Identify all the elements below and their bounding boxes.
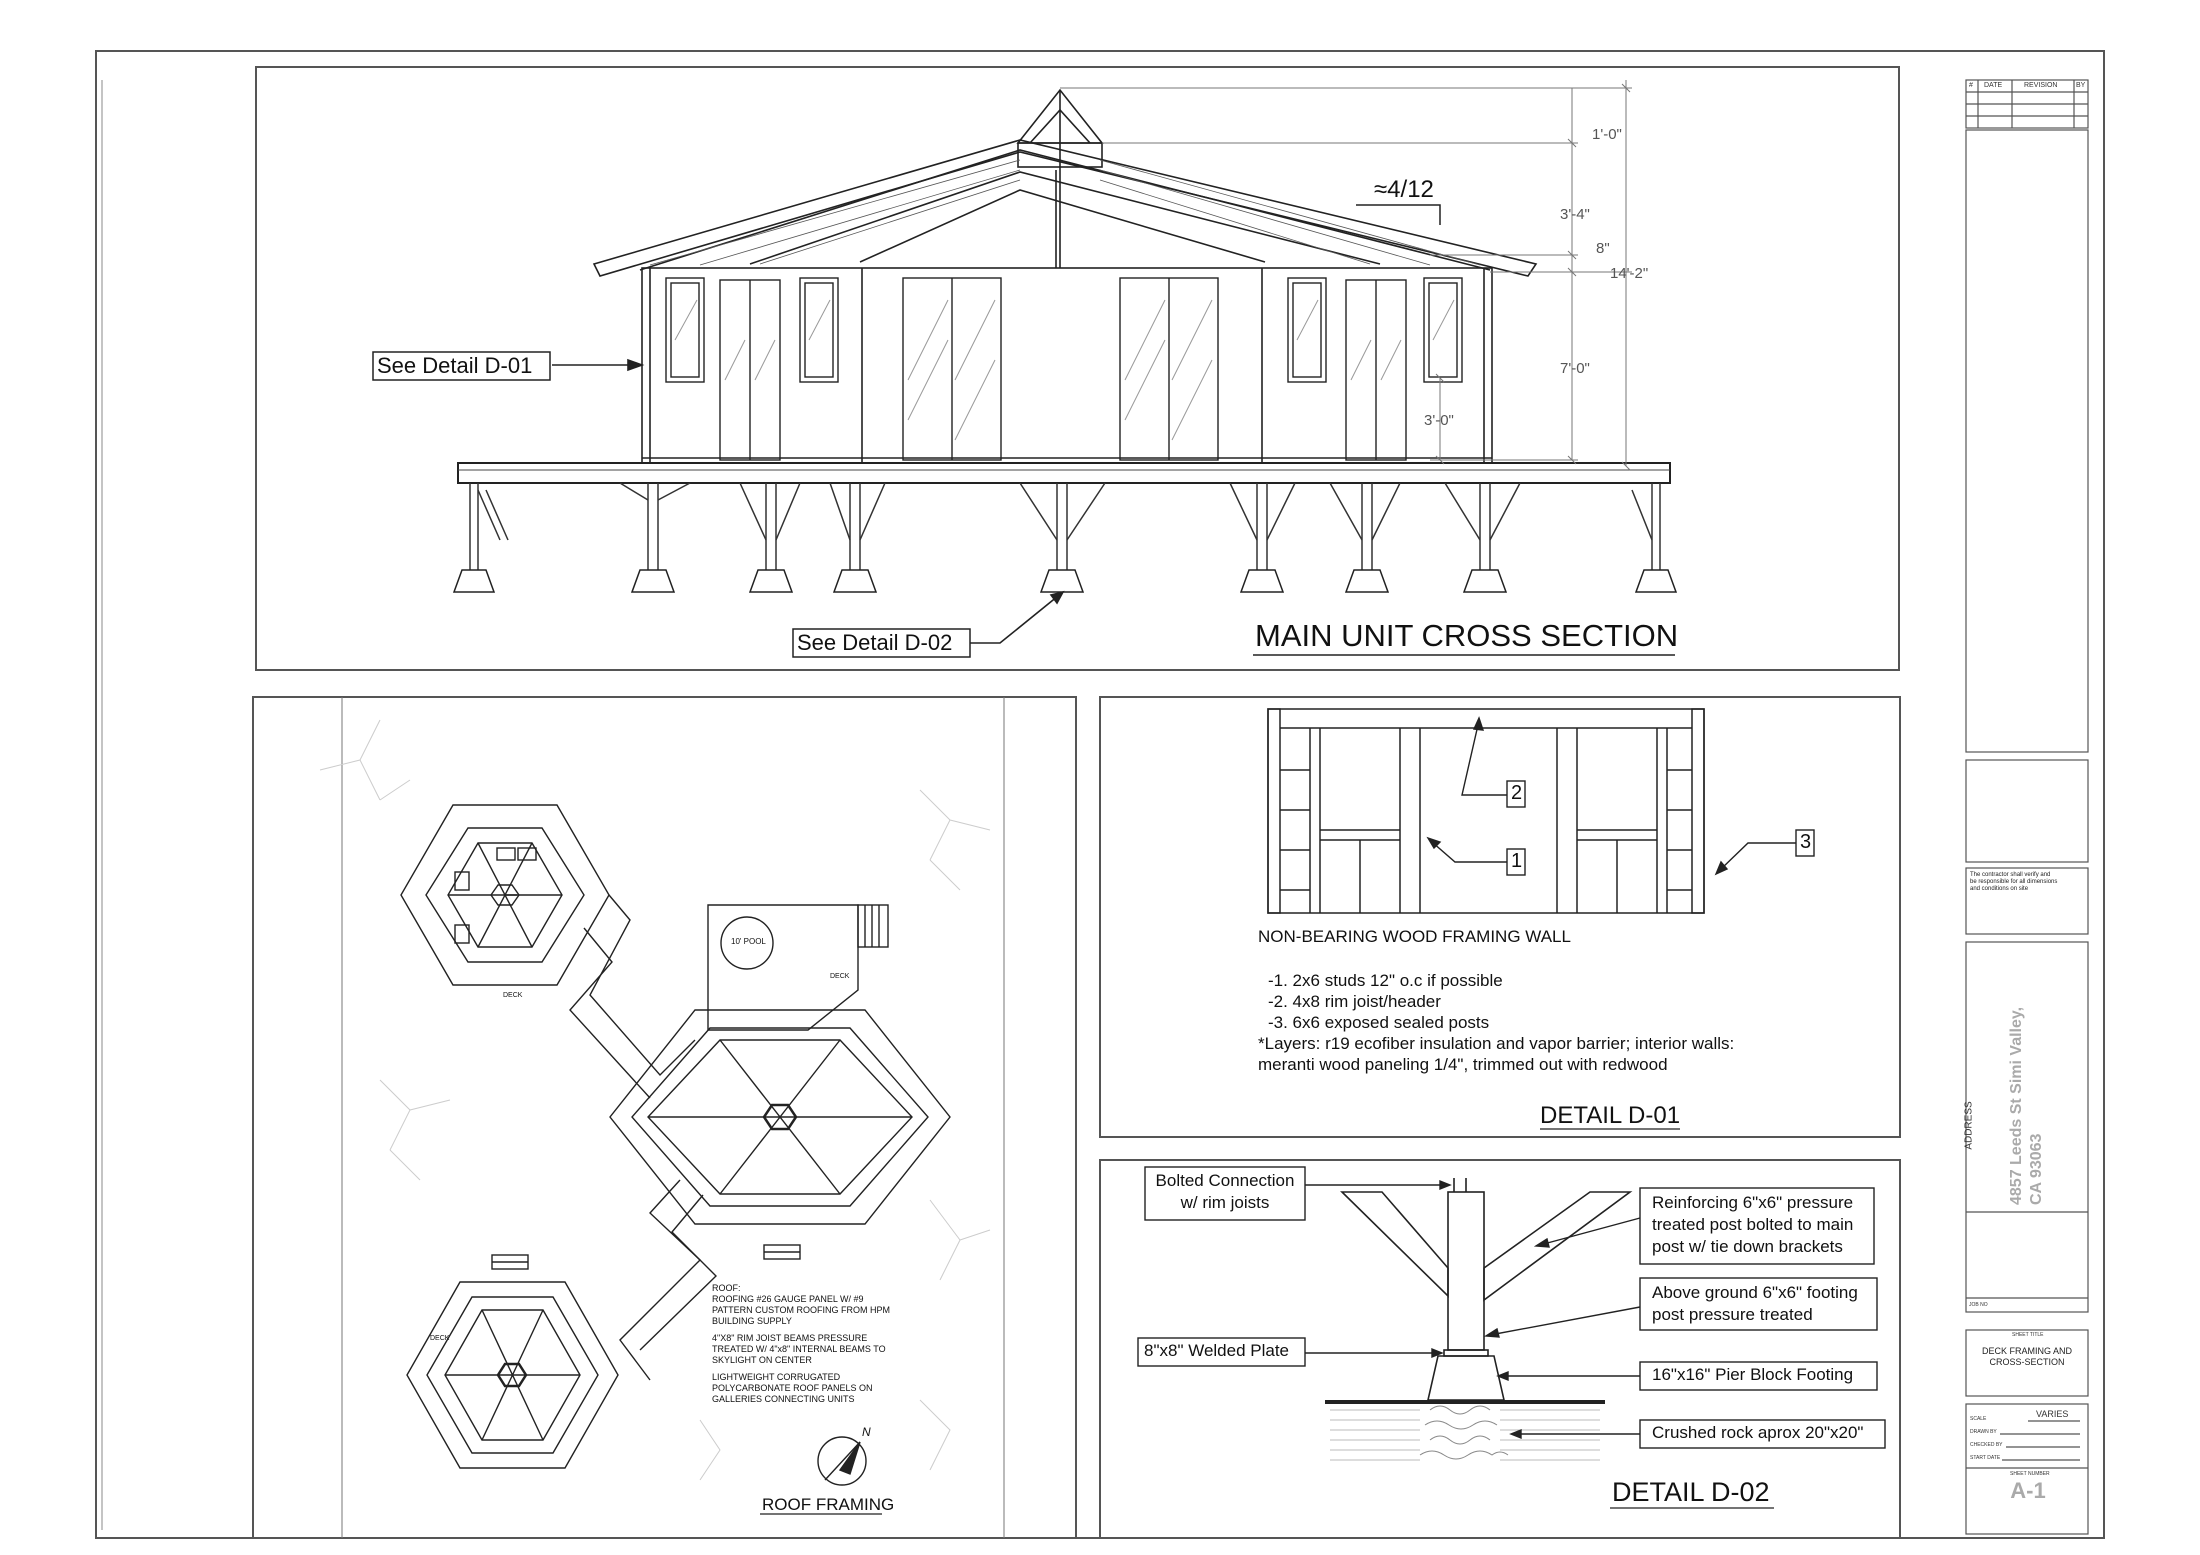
- north-arrow: [818, 1437, 866, 1485]
- roof-note-line: LIGHTWEIGHT CORRUGATED: [712, 1372, 841, 1382]
- bolted-line-2: w/ rim joists: [1180, 1193, 1270, 1212]
- roof-framing-title: ROOF FRAMING: [762, 1495, 895, 1514]
- roof-note-line: POLYCARBONATE ROOF PANELS ON: [712, 1383, 873, 1393]
- contractor-note-line: be responsible for all dimensions: [1970, 879, 2058, 885]
- d01-layers-line: *Layers: r19 ecofiber insulation and vapor barrier; interior walls:: [1258, 1034, 1735, 1053]
- deck-label-3: DECK: [430, 1335, 450, 1342]
- above-ground-label: [1652, 1282, 1858, 1326]
- roof-note-line: PATTERN CUSTOM ROOFING FROM HPM: [712, 1305, 890, 1315]
- cross-section-title: MAIN UNIT CROSS SECTION: [1255, 618, 1679, 653]
- d01-note-line: -3. 6x6 exposed sealed posts: [1268, 1013, 1490, 1032]
- rev-header-num: #: [1969, 82, 1973, 89]
- rev-header-date: DATE: [1984, 82, 2003, 89]
- d01-notes: [1258, 970, 1734, 1075]
- dim-14ft2: 14'-2": [1610, 265, 1649, 282]
- roof-note-line: ROOFING #26 GAUGE PANEL W/ #9: [712, 1294, 864, 1304]
- deck-label-1: DECK: [503, 992, 523, 999]
- rev-header-revision: REVISION: [2024, 82, 2058, 89]
- sheet-title-label: SHEET TITLE: [2012, 1332, 2044, 1338]
- tag-3: 3: [1800, 831, 1812, 853]
- dim-8in: 8": [1596, 240, 1610, 257]
- pier-block-label: 16"x16" Pier Block Footing: [1652, 1365, 1854, 1384]
- job-no-label: JOB NO: [1969, 1302, 1988, 1308]
- deck-label-2: DECK: [830, 973, 850, 980]
- d01-heading: NON-BEARING WOOD FRAMING WALL: [1258, 927, 1571, 946]
- sheet-title-value: [1966, 1346, 2088, 1368]
- d01-note-line: -2. 4x8 rim joist/header: [1268, 992, 1441, 1011]
- sheet-number-label: SHEET NUMBER: [2010, 1471, 2050, 1477]
- roof-pitch-label: ≈4/12: [1374, 176, 1434, 203]
- title-block: [1963, 80, 2088, 1534]
- reinforcing-line-3: post w/ tie down brackets: [1652, 1237, 1843, 1256]
- pitch-symbol: [1356, 205, 1440, 225]
- callout-detail-d02: See Detail D-02: [797, 630, 953, 655]
- rev-header-by: BY: [2076, 82, 2086, 89]
- tag-1: 1: [1511, 850, 1523, 872]
- roof-framing-panel: [253, 697, 1076, 1538]
- detail-d02-title: DETAIL D-02: [1612, 1477, 1770, 1507]
- dim-3ft4: 3'-4": [1560, 206, 1590, 223]
- dim-7ft: 7'-0": [1560, 360, 1590, 377]
- crushed-rock-label: Crushed rock aprox 20"x20": [1652, 1423, 1864, 1442]
- sheet-title-line-2: CROSS-SECTION: [1989, 1357, 2065, 1367]
- pool-label: 10' POOL: [731, 937, 766, 946]
- bolted-connection-label: [1145, 1170, 1305, 1214]
- callout-detail-d01: See Detail D-01: [377, 353, 533, 378]
- roof-note-line: GALLERIES CONNECTING UNITS: [712, 1394, 855, 1404]
- north-label: N: [862, 1425, 871, 1439]
- scale-label: SCALE: [1970, 1416, 1987, 1422]
- start-date-label: START DATE: [1970, 1455, 2001, 1461]
- drawn-by-label: DRAWN BY: [1970, 1429, 1997, 1435]
- roof-note-line: SKYLIGHT ON CENTER: [712, 1355, 812, 1365]
- sheet-number: A-1: [2010, 1478, 2046, 1503]
- detail-d01-title: DETAIL D-01: [1540, 1102, 1681, 1129]
- address-label: ADDRESS: [1963, 1101, 1975, 1150]
- address-line-1: 4857 Leeds St Simi Valley,: [2008, 1006, 2025, 1205]
- address-value: [2007, 955, 2047, 1205]
- scale-value: VARIES: [2036, 1409, 2069, 1419]
- roof-notes: [712, 1283, 890, 1405]
- above-line-1: Above ground 6"x6" footing: [1652, 1283, 1858, 1302]
- sheet-title-line-1: DECK FRAMING AND: [1981, 1346, 2072, 1356]
- roof-note-line: BUILDING SUPPLY: [712, 1316, 792, 1326]
- tag-2: 2: [1511, 782, 1523, 804]
- above-line-2: post pressure treated: [1652, 1305, 1813, 1324]
- d01-note-line: -1. 2x6 studs 12" o.c if possible: [1268, 971, 1503, 990]
- reinforcing-label: [1652, 1192, 1853, 1258]
- contractor-note: [1970, 872, 2057, 893]
- bolted-line-1: Bolted Connection: [1155, 1171, 1295, 1190]
- contractor-note-line: The contractor shall verify and: [1970, 872, 2051, 878]
- roof-note-line: ROOF:: [712, 1283, 741, 1293]
- roof-note-line: TREATED W/ 4"x8" INTERNAL BEAMS TO: [712, 1344, 886, 1354]
- roof-note-line: 4"X8" RIM JOIST BEAMS PRESSURE: [712, 1333, 868, 1343]
- dim-3ft: 3'-0": [1424, 412, 1454, 429]
- reinforcing-line-1: Reinforcing 6"x6" pressure: [1652, 1193, 1854, 1212]
- dim-1ft: 1'-0": [1592, 126, 1622, 143]
- checked-by-label: CHECKED BY: [1970, 1442, 2003, 1448]
- contractor-note-line: and conditions on site: [1970, 886, 2029, 892]
- welded-plate-label: 8"x8" Welded Plate: [1144, 1341, 1290, 1360]
- reinforcing-line-2: treated post bolted to main: [1652, 1215, 1854, 1234]
- d01-layers-line: meranti wood paneling 1/4", trimmed out with redwood: [1258, 1055, 1668, 1074]
- address-line-2: CA 93063: [2028, 1133, 2045, 1205]
